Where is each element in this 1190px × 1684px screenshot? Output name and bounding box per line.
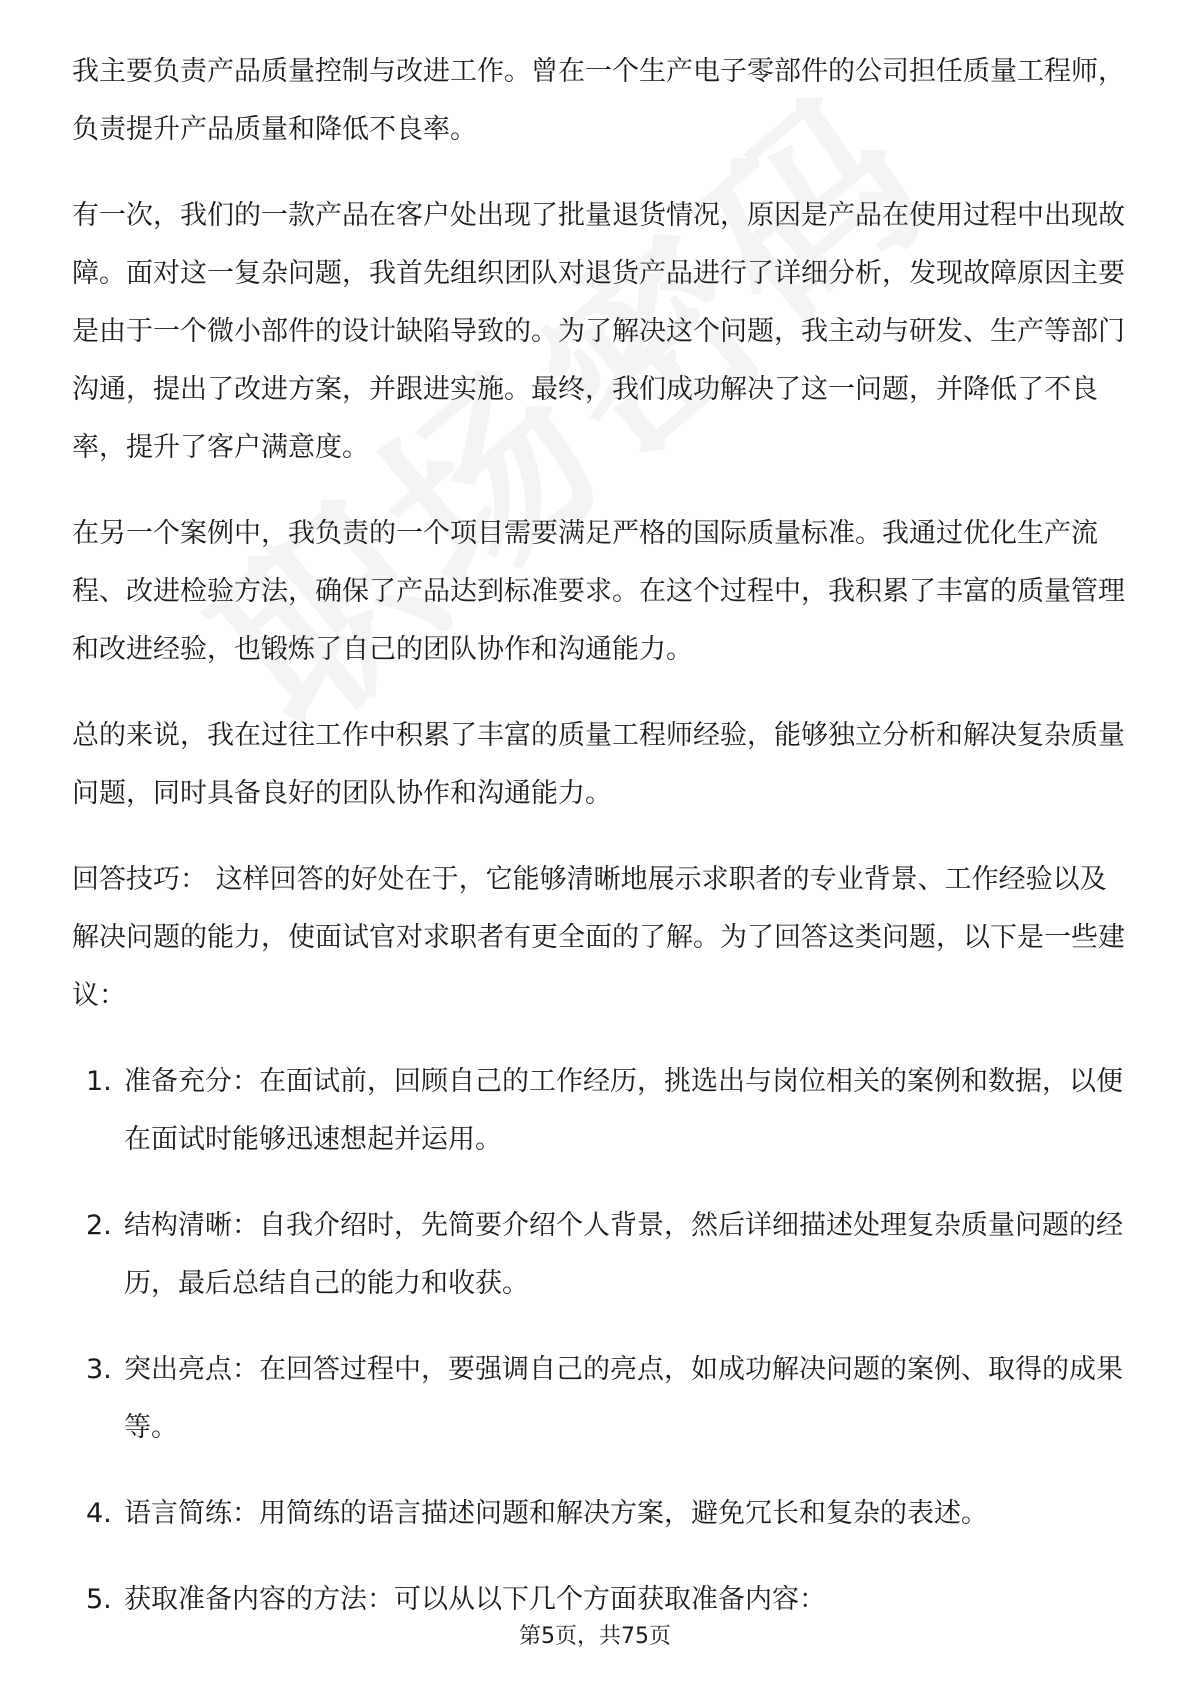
paragraph-case-one: 有一次，我们的一款产品在客户处出现了批量退货情况，原因是产品在使用过程中出现故障。面对这一复杂问题，我首先组织团队对退货产品进行了详细分析，发现故障原因主要是由于一个微小部件的设计缺陷导致的。为了解决这个问题，我主动与研发、生产等部门沟通，提出了改进方案，并跟进实施。最终，我们成功解决了这一问题，并降低了不良率，提升了客户满意度。 — [72, 200, 1125, 463]
list-item-number: 5. — [86, 1584, 112, 1615]
list-item — [72, 1341, 1132, 1457]
list-item-text: 语言简练：用简练的语言描述问题和解决方案，避免冗长和复杂的表述。 — [124, 1498, 988, 1529]
list-item-text: 获取准备内容的方法：可以从以下几个方面获取准备内容： — [124, 1584, 826, 1615]
tips-list — [72, 1053, 1132, 1629]
list-item-number: 3. — [86, 1354, 112, 1385]
paragraph-intro: 我主要负责产品质量控制与改进工作。曾在一个生产电子零部件的公司担任质量工程师，负责提升产品质量和降低不良率。 — [72, 56, 1125, 145]
list-item — [72, 1485, 1132, 1543]
list-item — [72, 1571, 1132, 1629]
list-item-text: 准备充分：在面试前，回顾自己的工作经历，挑选出与岗位相关的案例和数据，以便在面试时能够迅速想起并运用。 — [124, 1066, 1123, 1155]
list-item-number: 2. — [86, 1210, 112, 1241]
page-number: 第5页，共75页 — [519, 1624, 671, 1649]
paragraph-summary: 总的来说，我在过往工作中积累了丰富的质量工程师经验，能够独立分析和解决复杂质量问题，同时具备良好的团队协作和沟通能力。 — [72, 720, 1125, 809]
paragraph-case-two: 在另一个案例中，我负责的一个项目需要满足严格的国际质量标准。我通过优化生产流程、改进检验方法，确保了产品达到标准要求。在这个过程中，我积累了丰富的质量管理和改进经验，也锻炼了自己的团队协作和沟通能力。 — [72, 518, 1125, 665]
document-body — [72, 43, 1132, 1657]
list-item-number: 1. — [86, 1066, 112, 1097]
list-item — [72, 1197, 1132, 1313]
paragraph-answer-tips: 回答技巧： 这样回答的好处在于，它能够清晰地展示求职者的专业背景、工作经验以及解决问题的能力，使面试官对求职者有更全面的了解。为了回答这类问题，以下是一些建议： — [72, 864, 1125, 1011]
list-item-text: 突出亮点：在回答过程中，要强调自己的亮点，如成功解决问题的案例、取得的成果等。 — [124, 1354, 1123, 1443]
list-item — [72, 1053, 1132, 1169]
list-item-text: 结构清晰：自我介绍时，先简要介绍个人背景，然后详细描述处理复杂质量问题的经历，最后总结自己的能力和收获。 — [124, 1210, 1123, 1299]
list-item-number: 4. — [86, 1498, 112, 1529]
